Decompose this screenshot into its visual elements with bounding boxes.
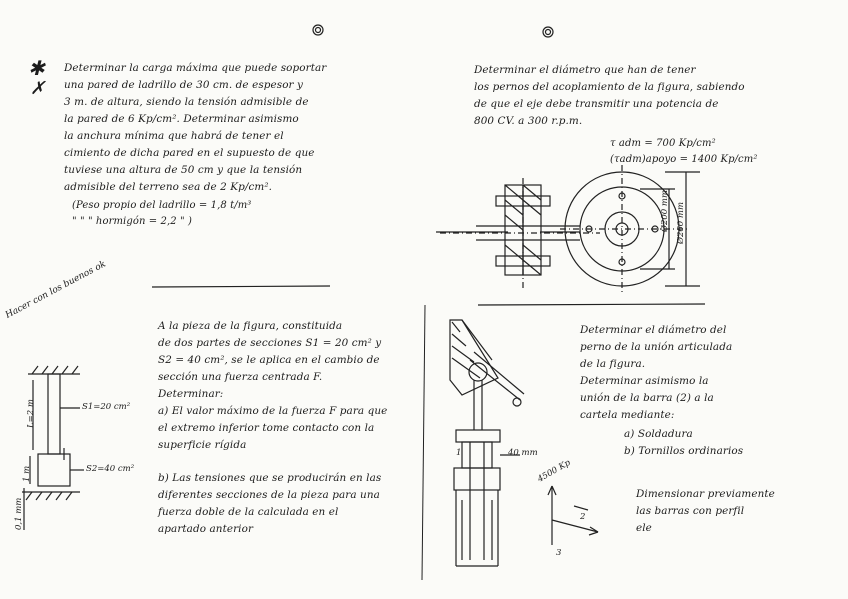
problem-4-line: perno de la unión articulada <box>580 341 733 353</box>
dim-label-200: Ø200 mm <box>660 189 670 232</box>
problem-4-line: unión de la barra (2) a la <box>580 392 714 404</box>
label-s1: S1=20 cm² <box>82 402 131 412</box>
problem-3-line: de dos partes de secciones S1 = 20 cm² y <box>158 337 382 349</box>
problem-2-given-line: τ adm = 700 Kp/cm² <box>610 138 716 149</box>
problem-3-line: fuerza doble de la calculada en el <box>158 506 339 518</box>
label-dim-40: 40 mm <box>508 448 538 458</box>
vertical-divider <box>422 305 425 580</box>
joint-figure <box>450 320 524 566</box>
problem-4-line: ele <box>636 522 652 534</box>
separator-left <box>152 286 330 287</box>
stepped-bar-figure <box>22 366 84 530</box>
problem-4-line: Determinar el diámetro del <box>580 324 727 336</box>
coupling-side-view <box>436 178 600 290</box>
problem-4-line: a) Soldadura <box>624 428 693 440</box>
problem-1-note-line: (Peso propio del ladrillo = 1,8 t/m³ <box>72 200 252 211</box>
dim-label-260: Ø260 mm <box>676 201 686 244</box>
label-force: 4500 Kp <box>536 457 573 485</box>
problem-4-options <box>624 426 743 460</box>
problem-4-line: b) Tornillos ordinarios <box>624 445 744 457</box>
label-part-1: 1 <box>456 448 462 458</box>
problem-4-line: Determinar asimismo la <box>580 375 709 387</box>
binder-hole-right <box>543 27 553 37</box>
problem-2-given <box>610 136 757 167</box>
problem-1-line: una pared de ladrillo de 30 cm. de espesor y <box>64 79 303 91</box>
cross-mark: ✗ <box>30 78 46 99</box>
problem-4-extra <box>636 486 775 537</box>
problem-3-line: apartado anterior <box>158 523 254 535</box>
label-s2: S2=40 cm² <box>86 464 135 474</box>
problem-3-line: diferentes secciones de la pieza para una <box>158 489 380 501</box>
problem-1-line: admisible del terreno sea de 2 Kp/cm². <box>64 181 273 193</box>
problem-3-line: el extremo inferior tome contacto con la <box>158 422 375 434</box>
problem-2-line: los pernos del acoplamiento de la figura, sabiendo <box>474 81 745 93</box>
label-gap: 0,1 mm <box>14 497 24 530</box>
problem-1-line: 3 m. de altura, siendo la tensión admisible de <box>64 96 309 108</box>
problem-1-statement <box>64 60 326 196</box>
problem-3-statement <box>158 318 387 454</box>
label-part-2: 2 <box>580 512 586 522</box>
label-length-1: L=2 m <box>26 399 36 428</box>
problem-4-line: Dimensionar previamente <box>636 488 775 500</box>
problem-1-line: la pared de 6 Kp/cm². Determinar asimismo <box>64 113 299 125</box>
problem-3-line: S2 = 40 cm², se le aplica en el cambio de <box>158 354 380 366</box>
problem-1-line: Determinar la carga máxima que puede soportar <box>64 62 327 74</box>
problem-3-line: b) Las tensiones que se producirán en las <box>158 472 382 484</box>
force-diagram <box>548 486 598 545</box>
separator-right <box>478 304 705 305</box>
problem-4-line: las barras con perfil <box>636 505 745 517</box>
problem-1-line: tuviese una altura de 50 cm y que la tensión <box>64 164 303 176</box>
problem-1-line: la anchura mínima que habrá de tener el <box>64 130 284 142</box>
problem-3-line: sección una fuerza centrada F. <box>158 371 323 383</box>
label-part-3: 3 <box>556 548 562 558</box>
problem-1-line: cimiento de dicha pared en el supuesto de que <box>64 147 315 159</box>
margin-note-word: con los buenos <box>31 265 96 307</box>
margin-note-word: Hacer <box>4 298 34 321</box>
margin-note-word: ok <box>93 259 108 274</box>
problem-4-statement <box>580 322 732 424</box>
problem-4-line: cartela mediante: <box>580 409 675 421</box>
problem-3-line: superficie rígida <box>158 439 247 451</box>
problem-2-given-line: (τadm)apoyo = 1400 Kp/cm² <box>610 153 758 165</box>
star-mark: ✱ <box>28 56 45 80</box>
problem-3-line: Determinar: <box>158 388 224 400</box>
problem-2-line: de que el eje debe transmitir una potencia de <box>474 98 719 110</box>
problem-3-line: a) El valor máximo de la fuerza F para que <box>158 405 388 417</box>
problem-4-line: de la figura. <box>580 358 646 370</box>
binder-hole-left <box>313 25 323 35</box>
problem-2-line: 800 CV. a 300 r.p.m. <box>474 115 583 127</box>
problem-3-line: A la pieza de la figura, constituida <box>158 320 343 332</box>
problem-3-part-b <box>158 470 381 538</box>
problem-2-line: Determinar el diámetro que han de tener <box>474 64 696 76</box>
label-length-2: 1 m <box>22 465 32 482</box>
problem-1-note-line: " " " hormigón = 2,2 " ) <box>72 215 193 227</box>
problem-1-note <box>72 198 251 229</box>
problem-2-statement <box>474 62 745 130</box>
